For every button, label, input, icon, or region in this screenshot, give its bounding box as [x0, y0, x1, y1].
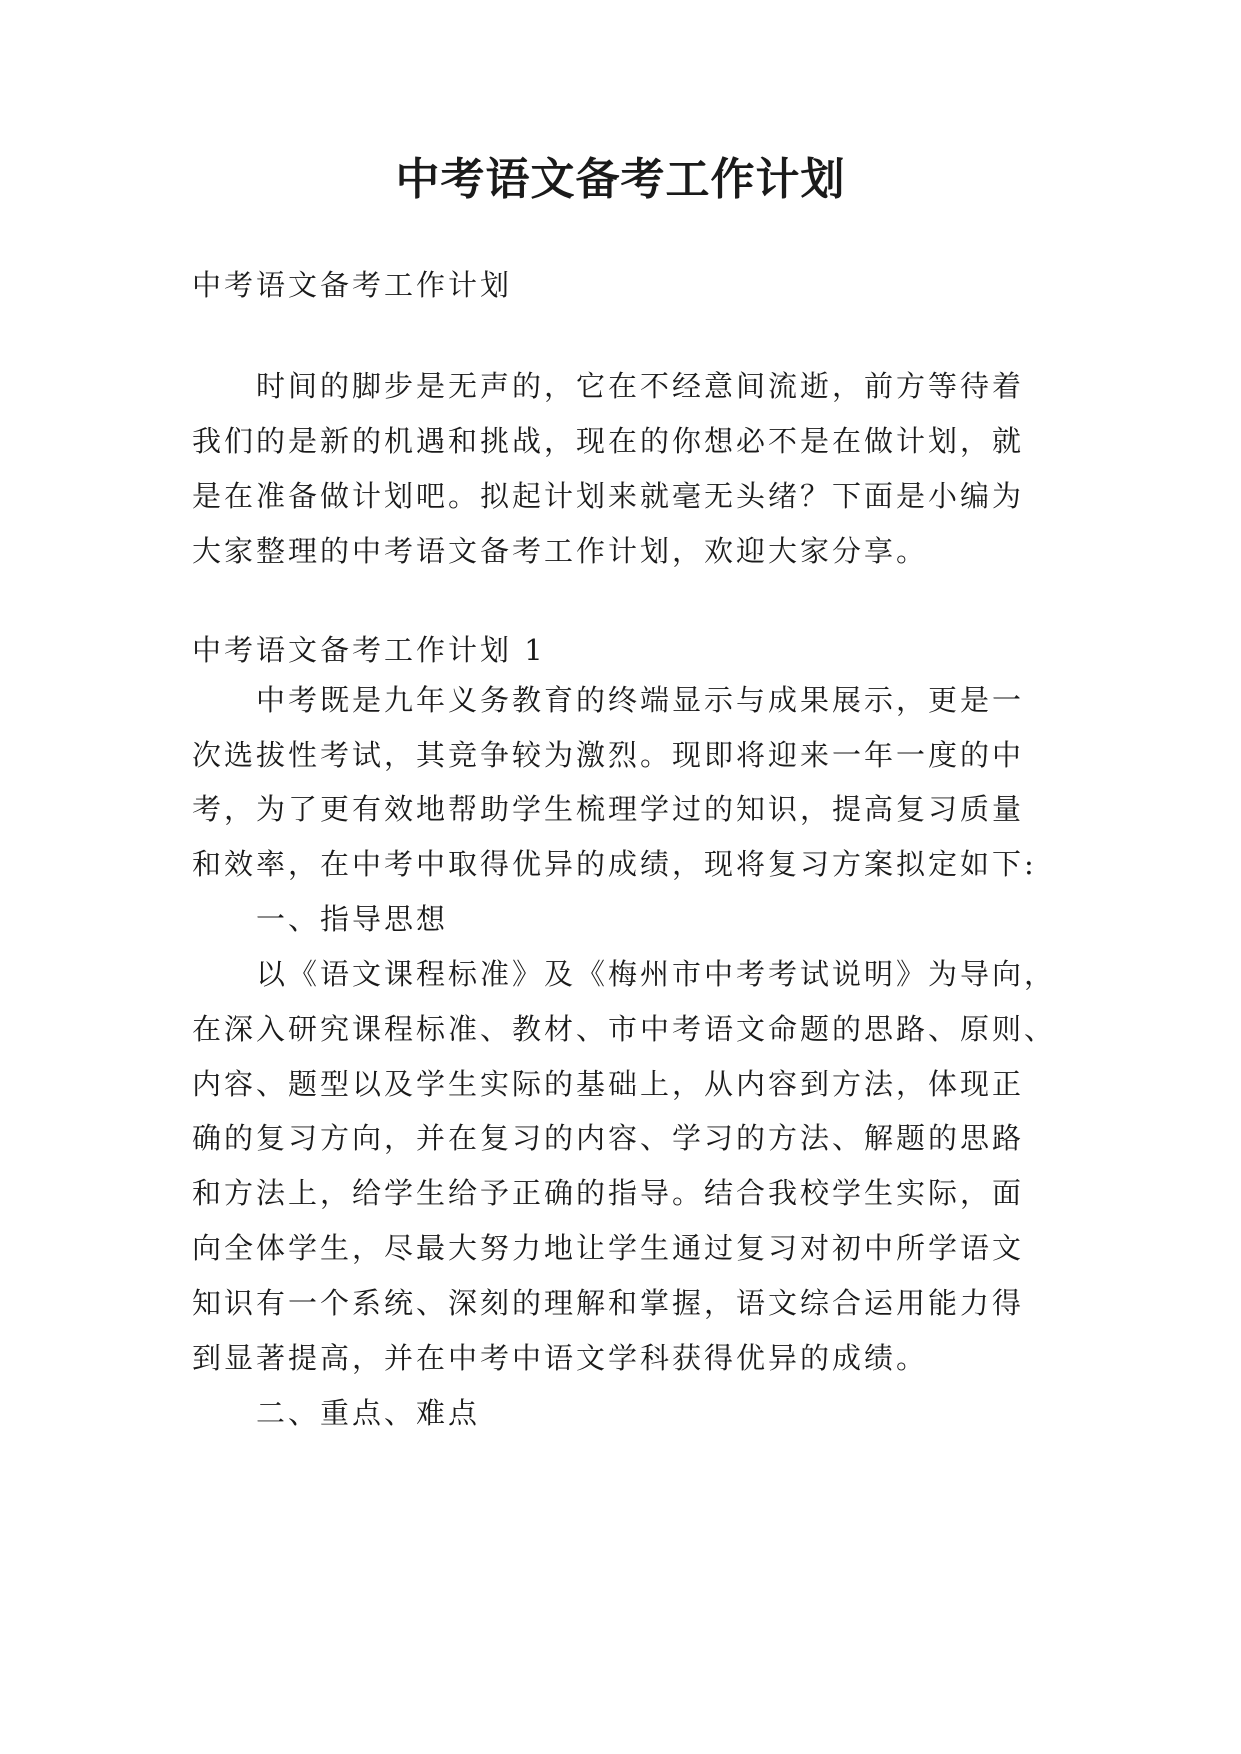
paragraph-line: 知识有一个系统、深刻的理解和掌握，语文综合运用能力得	[192, 1286, 1025, 1320]
paragraph-line: 到显著提高，并在中考中语文学科获得优异的成绩。	[192, 1341, 929, 1375]
paragraph-line: 和效率，在中考中取得优异的成绩，现将复习方案拟定如下:	[192, 847, 1037, 881]
paragraph-line: 中考既是九年义务教育的终端显示与成果展示，更是一	[256, 683, 1025, 717]
paragraph-line: 在深入研究课程标准、教材、市中考语文命题的思路、原则、	[192, 1012, 1057, 1046]
intro-line: 我们的是新的机遇和挑战，现在的你想必不是在做计划，就	[192, 424, 1025, 458]
paragraph-line: 内容、题型以及学生实际的基础上，从内容到方法，体现正	[192, 1067, 1025, 1101]
paragraph-line: 确的复习方向，并在复习的内容、学习的方法、解题的思路	[192, 1121, 1025, 1155]
intro-line: 大家整理的中考语文备考工作计划，欢迎大家分享。	[192, 534, 929, 568]
paragraph-line: 向全体学生，尽最大努力地让学生通过复习对初中所学语文	[192, 1231, 1025, 1265]
document-title: 中考语文备考工作计划	[395, 154, 846, 205]
paragraph-line: 以《语文课程标准》及《梅州市中考考试说明》为导向，	[256, 957, 1057, 991]
section-heading: 中考语文备考工作计划 1	[192, 633, 546, 667]
document-subtitle: 中考语文备考工作计划	[192, 268, 513, 302]
intro-line: 时间的脚步是无声的，它在不经意间流逝，前方等待着	[256, 369, 1025, 403]
heading-one: 一、指导思想	[256, 902, 449, 936]
heading-two: 二、重点、难点	[256, 1396, 481, 1430]
intro-line: 是在准备做计划吧。拟起计划来就毫无头绪？下面是小编为	[192, 479, 1025, 513]
paragraph-line: 考，为了更有效地帮助学生梳理学过的知识，提高复习质量	[192, 792, 1025, 826]
paragraph-line: 次选拔性考试，其竞争较为激烈。现即将迎来一年一度的中	[192, 738, 1025, 772]
paragraph-line: 和方法上，给学生给予正确的指导。结合我校学生实际，面	[192, 1176, 1025, 1210]
